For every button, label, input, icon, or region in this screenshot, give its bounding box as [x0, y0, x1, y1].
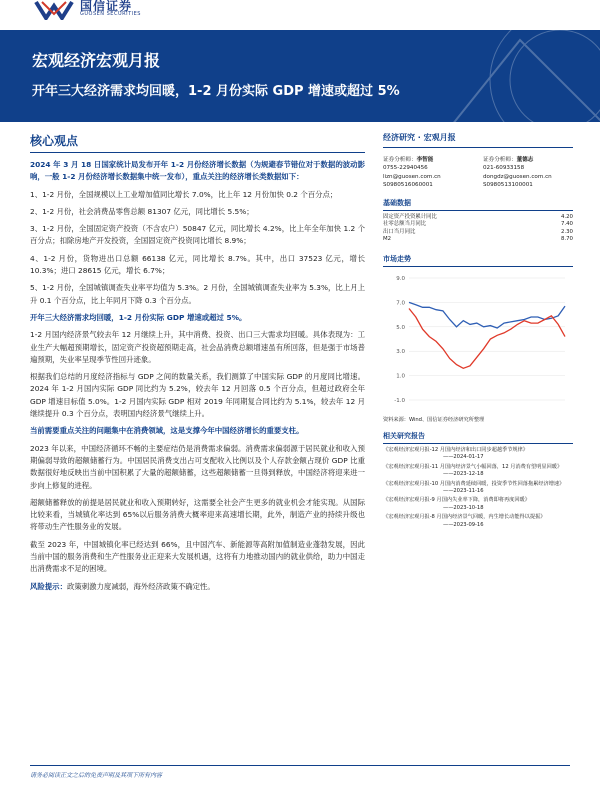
main-content	[30, 132, 365, 593]
related-report-item[interactable]	[383, 497, 573, 512]
brand-name-en: GUOSEN SECURITIES	[80, 11, 141, 17]
page-footer: 请务必阅读正文之后的免责声明及其项下所有内容	[30, 765, 570, 779]
analyst-phone: 021-60933158	[483, 165, 525, 172]
paragraph-gdp-estimate: 根据我们总结的月度经济指标与 GDP 之间的数量关系，我们测算了中国实际 GDP 的月度同比增速。2024 年 1-2 月国内实际 GDP 同比约为 5.2%，较去年 12 月回落 0.5 个百分点，但超过政府全年 GDP 增速目标值 5.0%。1-2 月国内实际 GDP 相对 2019 年同期复合同比约为 5.1%，较去年 12 月继续提升 0.3 个百分点，表明国内经济景气继续上升。	[30, 372, 365, 419]
data-item-1: 1、1-2 月份，全国规模以上工业增加值同比增长 7.0%，比上年 12 月份加快 0.2 个百分点；	[30, 189, 338, 199]
market-trend-chart	[383, 270, 573, 410]
chart-line-series-blue	[409, 302, 565, 328]
risk-warning	[30, 581, 365, 593]
related-report-item[interactable]	[383, 464, 573, 479]
chart-y-tick-label: 1.0	[396, 373, 405, 380]
top-bar	[0, 0, 600, 30]
related-report-date: ——2023-10-18	[443, 504, 484, 511]
data-item-4: 4、1-2 月份，货物进出口总额 66138 亿元，同比增长 8.7%。其中，出口 37523 亿元，增长 10.3%；进口 28615 亿元，增长 6.7%；	[30, 253, 365, 276]
data-item-2: 2、1-2 月份，社会消费品零售总额 81307 亿元，同比增长 5.5%；	[30, 206, 254, 216]
analyst-cert: S0980516060001	[383, 182, 433, 189]
paragraph-savings: 2023 年以来，中国经济循环不畅的主要症结仍是消费需求偏弱。消费需求偏弱源于居民就业和收入预期偏弱导致的超额储蓄行为。中国居民消费支出占可支配收入比例以及个人存款金额占现价 GDP 比重数据很好地反映出当前中国积累了大量的超额储蓄，这些超额储蓄一旦得到释放，中国经济将迎来进一步向上修复的进程。	[30, 443, 365, 490]
basic-data-key: 社零总额当月同比	[383, 221, 427, 228]
related-report-title[interactable]: 《宏观经济宏观月报-12 月国内经济和出口同步超越季节规律》	[383, 447, 528, 453]
data-item-5: 5、1-2 月份，全国城镇调查失业率平均值为 5.3%。2 月份，全国城镇调查失业率为 5.3%，比上月上升 0.1 个百分点，比上年同月下降 0.3 个百分点。	[30, 283, 365, 305]
basic-data-key: M2	[383, 236, 392, 243]
analyst-card	[483, 156, 573, 190]
risk-text: 政策刺激力度减弱，海外经济政策不确定性。	[66, 581, 215, 591]
related-report-title[interactable]: 《宏观经济宏观月报-9 月国内失业率下降，消费即将再度回暖》	[383, 497, 530, 504]
related-reports-title: 相关研究报告	[383, 431, 573, 444]
basic-data-row	[383, 236, 573, 244]
related-report-item[interactable]	[383, 447, 573, 462]
basic-data-value: 2.30	[560, 228, 573, 235]
chart-y-tick-label: 9.0	[396, 276, 405, 282]
analyst-email[interactable]: dongdz@guosen.com.cn	[483, 173, 552, 180]
market-trend-title: 市场走势	[383, 254, 573, 267]
paragraph-employment: 超额储蓄释放的前提是居民就业和收入预期转好，这需要全社会产生更多的就业机会才能实现。从国际比较来看，当城镇化率达到 65%以后服务消费大概率迎来高速增长期，此外，制造产业的持续升级也将带动生产性服务业的发展。	[30, 497, 365, 532]
chart-y-tick-label: 3.0	[396, 349, 405, 356]
data-item-3: 3、1-2 月份，全国固定资产投资（不含农户）50847 亿元，同比增长 4.2%，比上年全年加快 1.2 个百分点；扣除房地产开发投资，全国固定资产投资同比增长 8.9%；	[30, 224, 365, 246]
basic-data-value: 4.20	[560, 213, 573, 220]
analyst-role: 证券分析师：	[383, 157, 417, 163]
basic-data-row	[383, 221, 573, 229]
related-report-title[interactable]: 《宏观经济宏观月报-10 月国内消费延续回暖，投资季节性回落拖累经济增速》	[383, 480, 565, 487]
report-headline: 开年三大经济需求均回暖，1-2 月份实际 GDP 增速或超过 5%	[32, 84, 400, 99]
analyst-name: 董德志	[516, 157, 534, 163]
report-series-title: 宏观经济宏观月报	[32, 51, 161, 70]
basic-data-key: 固定资产投资累计同比	[383, 213, 437, 220]
related-report-item[interactable]	[383, 481, 573, 496]
related-report-date: ——2024-01-17	[443, 454, 484, 461]
sidebar	[383, 132, 573, 531]
banner-decoration	[380, 30, 600, 122]
chart-y-tick-label: 5.0	[396, 324, 405, 331]
chart-y-tick-label: 7.0	[396, 300, 405, 307]
subheading-gdp: 开年三大经济需求均回暖，1-2 月份实际 GDP 增速或超过 5%。	[30, 312, 247, 322]
analyst-name: 李智能	[416, 157, 434, 163]
report-type: 经济研究 · 宏观月报	[383, 132, 573, 148]
risk-label: 风险提示：	[30, 581, 67, 591]
basic-data-title: 基础数据	[383, 198, 573, 211]
basic-data-value: 8.70	[560, 236, 573, 243]
analyst-card	[383, 156, 473, 190]
analyst-list	[383, 156, 573, 190]
brand-name: 国信证券	[80, 0, 133, 13]
related-report-title[interactable]: 《宏观经济宏观月报-8 月国内经济景气回暖，内生增长动能得以提振》	[383, 514, 546, 521]
analyst-cert: S0980513100001	[483, 182, 533, 189]
chart-y-tick-label: -1.0	[394, 398, 405, 404]
related-report-item[interactable]	[383, 514, 573, 529]
chart-line-series-red	[409, 309, 565, 369]
analyst-phone: 0755-22940456	[383, 165, 428, 172]
paragraph-demand: 1-2 月国内经济景气较去年 12 月继续上升，其中消费、投资、出口三大需求均回暖。具体表现为：工业生产大幅超预期增长，固定资产投资超预期走高，社会品消费总额增速虽有所回落，但是强于市场普遍预期，失业率呈现季节性回升迹象。	[30, 330, 365, 364]
market-trend-section	[383, 254, 573, 423]
chart-source: 资料来源：Wind、国信证券经济研究所整理	[383, 417, 485, 423]
basic-data-value: 7.40	[560, 221, 573, 228]
analyst-role: 证券分析师：	[483, 157, 517, 163]
related-report-title[interactable]: 《宏观经济宏观月报-11 月国内经济景气小幅回落，12 月消费有望明显回暖》	[383, 463, 563, 470]
brand-logo-icon	[34, 0, 74, 20]
basic-data-row	[383, 229, 573, 237]
title-banner	[0, 30, 600, 122]
basic-data-key: 出口当月同比	[383, 228, 416, 235]
analyst-email[interactable]: lizn@guosen.com.cn	[383, 173, 441, 180]
section-title: 核心观点	[30, 132, 365, 153]
brand-logo	[34, 0, 154, 22]
related-report-date: ——2023-09-16	[443, 521, 484, 528]
subheading-consumption: 当前需要重点关注的问题集中在消费领域，这是支撑今年中国经济增长的重要支柱。	[30, 426, 304, 436]
related-report-date: ——2023-11-16	[443, 488, 484, 495]
related-report-date: ——2023-12-18	[443, 471, 484, 478]
paragraph-urbanization: 截至 2023 年，中国城镇化率已经达到 66%，且中国汽车、新能源等高附加值制造业蓬勃发展，因此当前中国的服务消费和生产性服务业正迎来大发展机遇，这将有力地推动国内的就业供给，助力中国走出消费需求不足的困境。	[30, 539, 365, 574]
lead-paragraph: 2024 年 3 月 18 日国家统计局发布开年 1-2 月份经济增长数据（为规避春节错位对于数据的波动影响，一般 1-2 月份经济增长数据集中统一发布），重点关注的经济增长类数据如下：	[30, 160, 365, 182]
